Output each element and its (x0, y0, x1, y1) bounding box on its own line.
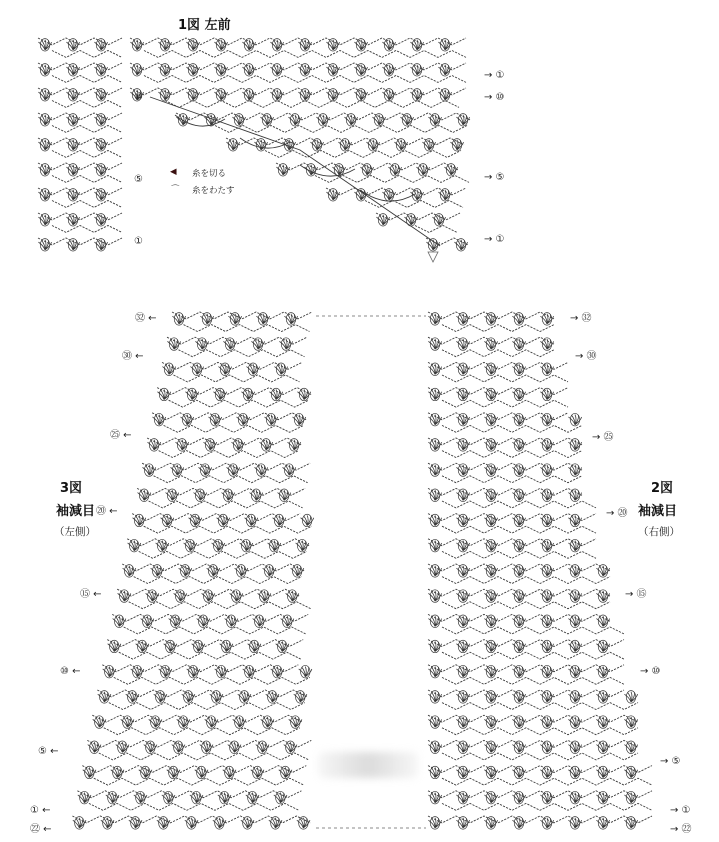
figure3-row-marker: ⑳ ← (96, 506, 118, 517)
figure3-row-marker: ⑤ ← (38, 746, 59, 757)
figure1-row-marker-right: → ⑤ (484, 172, 505, 183)
figure1-left-strip (38, 38, 122, 251)
figure1-row-marker-right: → ① (484, 234, 505, 245)
figure1-main-body (130, 38, 470, 251)
figure2-row-marker: → ㉕ (592, 432, 614, 443)
figure3-row-marker: ⑮ ← (80, 589, 102, 600)
figure2-row-marker: → ① (670, 805, 691, 816)
figure3-name: 袖減目 (56, 504, 96, 519)
figure3-number: 3図 (60, 481, 83, 496)
figure1-row-marker-inner: ⑤ (134, 174, 143, 185)
figure3-left-sleeve-body (72, 312, 313, 829)
figure2-side: （右側） (638, 526, 680, 538)
figure1-start-triangle (428, 252, 438, 262)
legend-carry-yarn-label: 糸をわたす (192, 186, 235, 196)
figure2-row-marker: → ⑳ (606, 508, 628, 519)
figure1-row-marker-right: → ⑩ (484, 92, 505, 103)
figure3-side: （左側） (54, 526, 96, 538)
figure1-row-marker-right: → ① (484, 70, 505, 81)
legend-cut-yarn-symbol: ◀ (170, 167, 177, 177)
figure2-row-marker: → ⑩ (640, 666, 661, 677)
figure2-right-sleeve-body (428, 312, 652, 829)
watermark-blur (318, 752, 418, 778)
figure3-row-marker: ㉒ ← (30, 824, 52, 835)
figure2-name: 袖減目 (638, 504, 678, 519)
figure2-row-marker: → ㉒ (670, 824, 692, 835)
figure2-row-marker: → ⑮ (625, 589, 647, 600)
figure3-row-marker: ⑩ ← (60, 666, 81, 677)
figure2-row-marker: → ㉚ (575, 351, 597, 362)
legend-cut-yarn-label: 糸を切る (192, 169, 227, 179)
figure2-row-marker: → ㉜ (570, 313, 592, 324)
figure1-row-marker-inner: ① (134, 236, 143, 247)
legend-carry-yarn-symbol: ⌒ (171, 185, 180, 195)
figure2-row-marker: → ⑤ (660, 756, 681, 767)
figure3-row-marker: ㉕ ← (110, 430, 132, 441)
figure2-number: 2図 (651, 481, 674, 496)
figure3-row-marker: ① ← (30, 805, 51, 816)
figure1-row-marker-inner: ⑩ (134, 92, 143, 103)
figure3-row-marker: ㉚ ← (122, 351, 144, 362)
figure1-title: 1図 左前 (178, 18, 231, 33)
figure3-row-marker: ㉜ ← (135, 313, 157, 324)
